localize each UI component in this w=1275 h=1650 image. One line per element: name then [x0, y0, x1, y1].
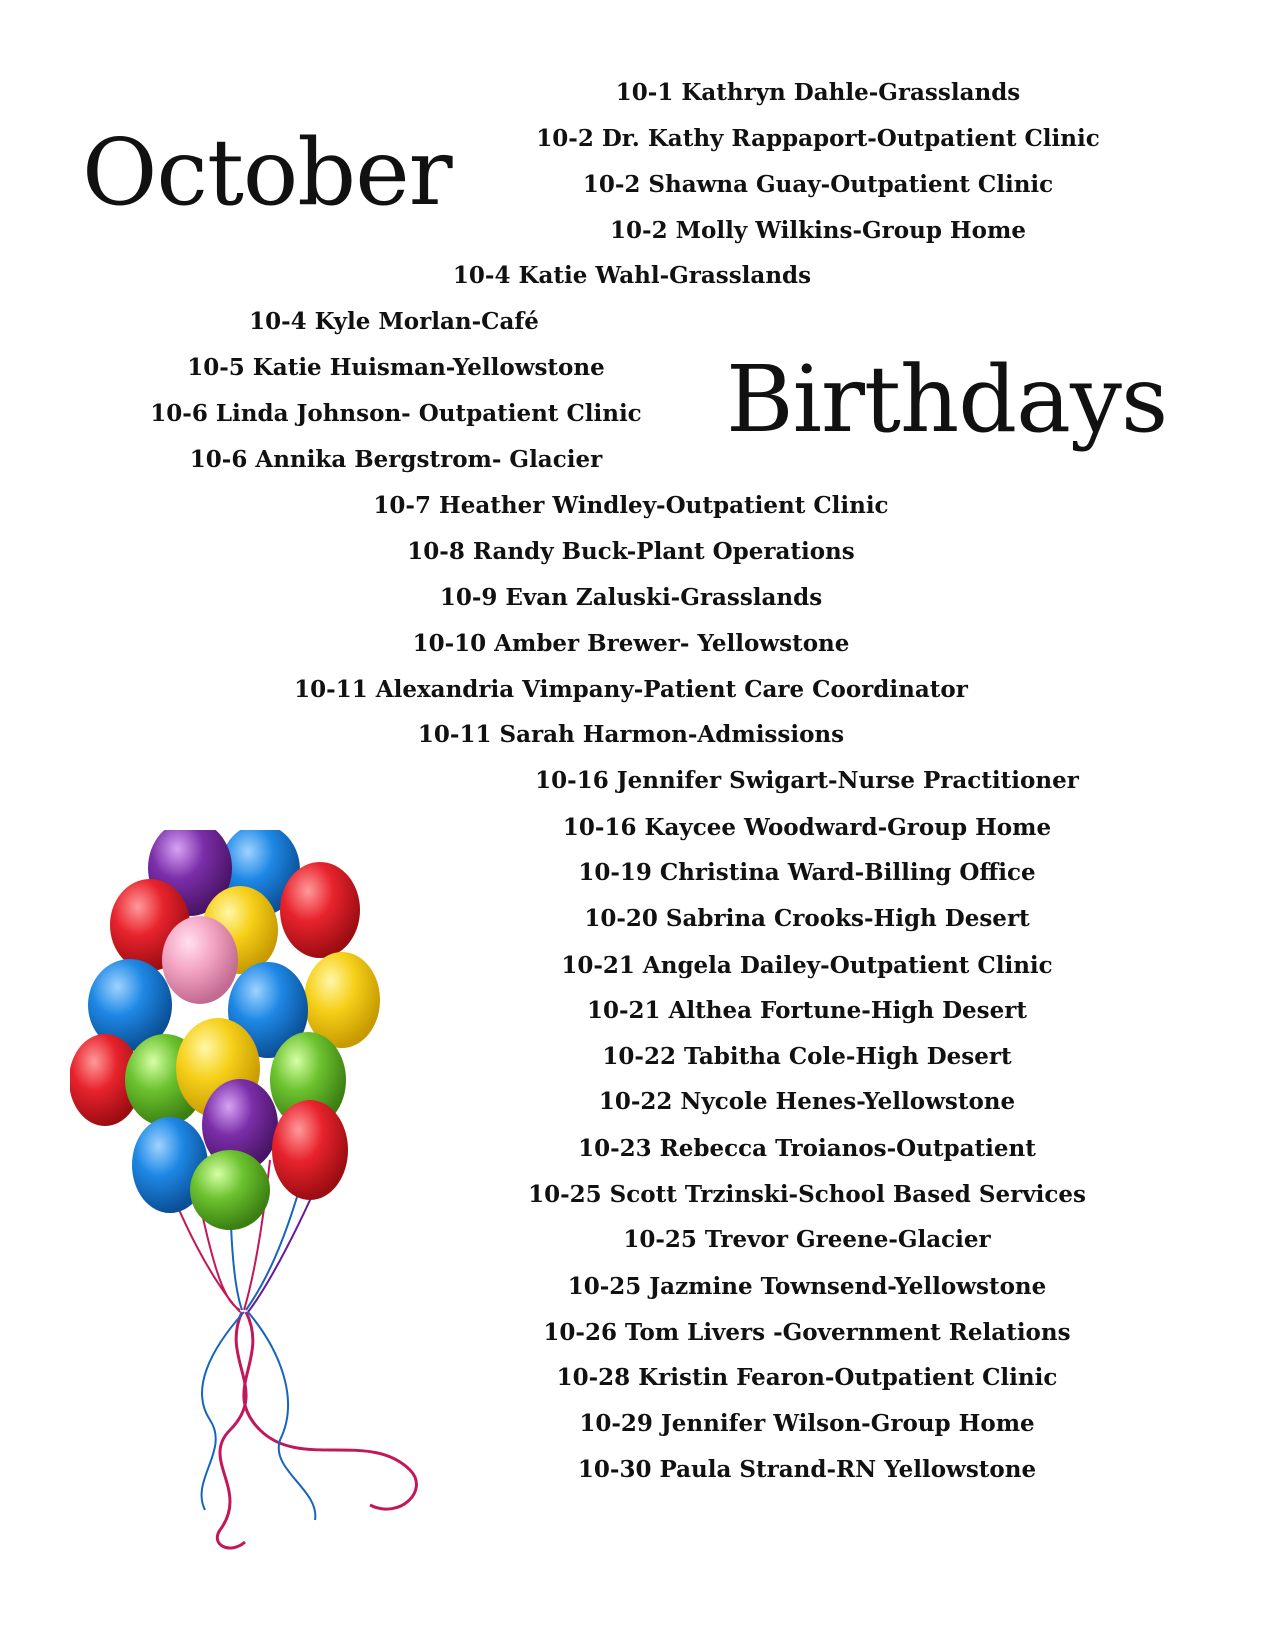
birthday-entry: 10-2 Molly Wilkins-Group Home [610, 217, 1026, 244]
birthday-entry: 10-4 Kyle Morlan-Café [249, 308, 539, 335]
birthday-entry: 10-7 Heather Windley-Outpatient Clinic [373, 492, 889, 519]
birthday-entry: 10-6 Linda Johnson- Outpatient Clinic [150, 400, 642, 427]
birthday-entry: 10-21 Althea Fortune-High Desert [587, 997, 1027, 1024]
birthday-entry: 10-16 Kaycee Woodward-Group Home [562, 814, 1052, 841]
birthday-entry: 10-25 Scott Trzinski-School Based Services [528, 1181, 1086, 1208]
birthday-entry: 10-6 Annika Bergstrom- Glacier [189, 446, 603, 473]
birthday-entry: 10-10 Amber Brewer- Yellowstone [412, 630, 850, 657]
birthday-entry: 10-25 Trevor Greene-Glacier [623, 1226, 991, 1253]
birthday-entry: 10-19 Christina Ward-Billing Office [578, 859, 1036, 886]
birthday-entry: 10-25 Jazmine Townsend-Yellowstone [567, 1273, 1047, 1300]
birthday-entry: 10-1 Kathryn Dahle-Grasslands [615, 79, 1021, 106]
birthday-entry: 10-2 Dr. Kathy Rappaport-Outpatient Clinic [536, 125, 1100, 152]
title-october: October [82, 119, 452, 226]
birthday-entry: 10-20 Sabrina Crooks-High Desert [584, 905, 1030, 932]
birthday-entry: 10-23 Rebecca Troianos-Outpatient [578, 1135, 1036, 1162]
birthday-entry: 10-21 Angela Dailey-Outpatient Clinic [561, 952, 1053, 979]
birthday-entry: 10-22 Tabitha Cole-High Desert [602, 1043, 1012, 1070]
birthday-entry: 10-5 Katie Huisman-Yellowstone [187, 354, 605, 381]
birthday-entry: 10-11 Alexandria Vimpany-Patient Care Coordinator [294, 676, 968, 703]
birthday-entry: 10-2 Shawna Guay-Outpatient Clinic [582, 171, 1054, 198]
birthday-entry: 10-29 Jennifer Wilson-Group Home [579, 1410, 1035, 1437]
birthday-entry: 10-28 Kristin Fearon-Outpatient Clinic [556, 1364, 1058, 1391]
birthday-entry: 10-4 Katie Wahl-Grasslands [452, 262, 812, 289]
birthday-entry: 10-11 Sarah Harmon-Admissions [417, 721, 845, 748]
birthday-entry: 10-22 Nycole Henes-Yellowstone [598, 1088, 1016, 1115]
title-birthdays: Birthdays [726, 346, 1168, 453]
birthday-entry: 10-9 Evan Zaluski-Grasslands [439, 584, 823, 611]
birthday-entry: 10-16 Jennifer Swigart-Nurse Practitioner [535, 767, 1079, 794]
birthday-entry: 10-30 Paula Strand-RN Yellowstone [577, 1456, 1037, 1483]
balloon-bunch-icon [70, 830, 470, 1570]
birthday-entry: 10-8 Randy Buck-Plant Operations [407, 538, 855, 565]
birthday-entry: 10-26 Tom Livers -Government Relations [543, 1319, 1071, 1346]
